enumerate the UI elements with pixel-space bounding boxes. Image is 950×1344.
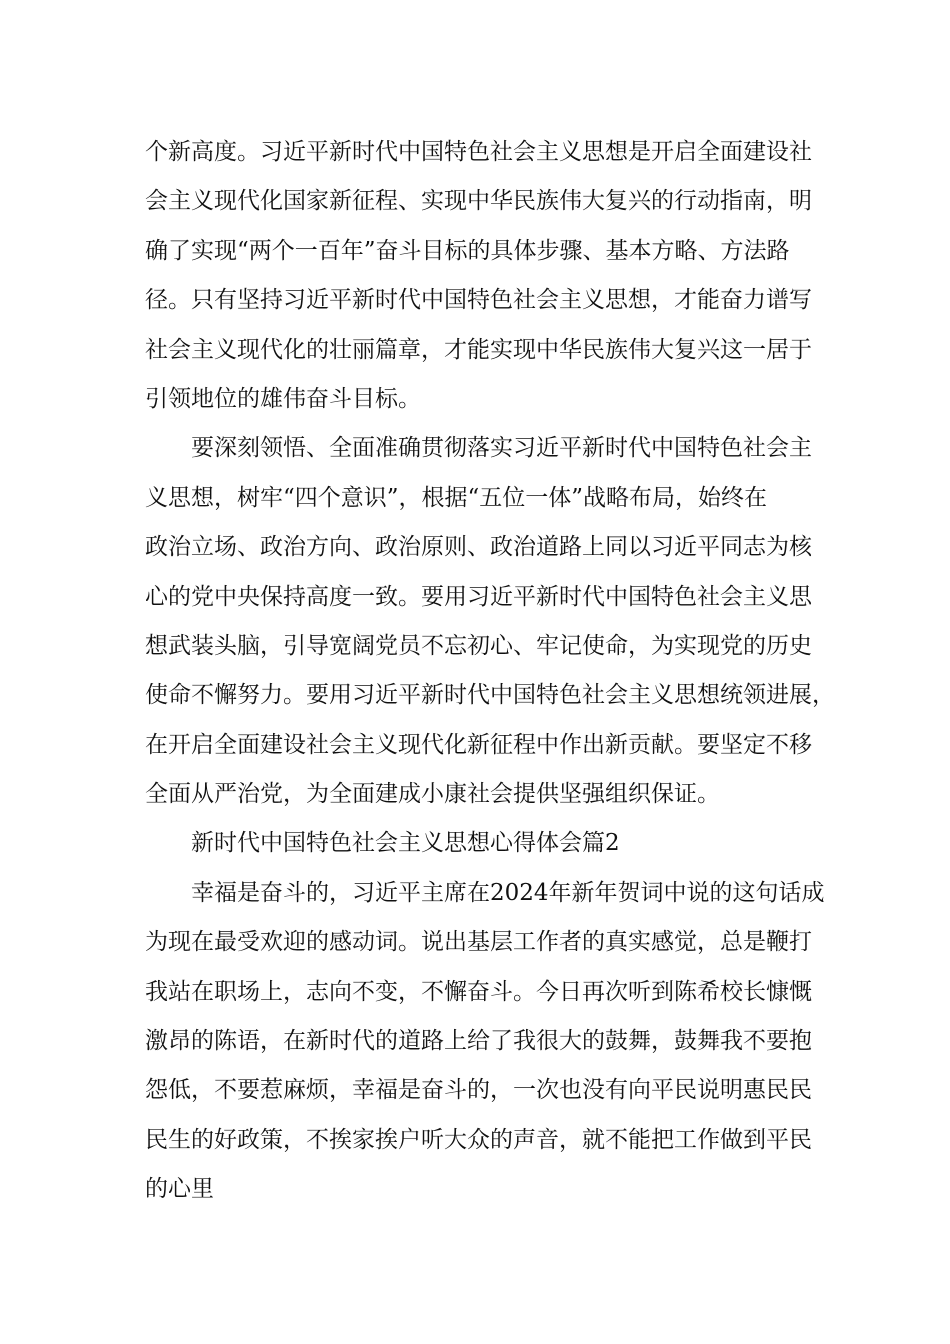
text-line: 要深刻领悟、全面准确贯彻落实习近平新时代中国特色社会主 xyxy=(191,435,812,462)
document-body xyxy=(145,128,835,1215)
text-line: 民生的好政策，不挨家挨户听大众的声音，就不能把工作做到平民 xyxy=(145,1126,812,1153)
section-heading-text: 新时代中国特色社会主义思想心得体会篇2 xyxy=(191,830,620,857)
text-line: 为现在最受欢迎的感动词。说出基层工作者的真实感觉，总是鞭打 xyxy=(145,929,812,956)
text-line: 激昂的陈语，在新时代的道路上给了我很大的鼓舞，鼓舞我不要抱 xyxy=(145,1028,812,1055)
paragraph-3 xyxy=(145,869,835,1215)
paragraph-2 xyxy=(145,424,835,819)
text-line: 径。只有坚持习近平新时代中国特色社会主义思想，才能奋力谱写 xyxy=(145,287,812,314)
paragraph-1 xyxy=(145,128,835,424)
text-line: 使命不懈努力。要用习近平新时代中国特色社会主义思想统领进展， xyxy=(145,682,835,709)
text-line: 怨低，不要惹麻烦，幸福是奋斗的，一次也没有向平民说明惠民民 xyxy=(145,1077,812,1104)
section-heading xyxy=(145,819,835,868)
text-line: 想武装头脑，引导宽阔党员不忘初心、牢记使命，为实现党的历史 xyxy=(145,632,812,659)
text-line: 全面从严治党，为全面建成小康社会提供坚强组织保证。 xyxy=(145,781,720,808)
text-line: 政治立场、政治方向、政治原则、政治道路上同以习近平同志为核 xyxy=(145,534,812,561)
text-line: 义思想，树牢“四个意识”，根据“五位一体”战略布局，始终在 xyxy=(145,484,768,511)
text-line: 个新高度。习近平新时代中国特色社会主义思想是开启全面建设社 xyxy=(145,139,812,165)
text-line: 确了实现“两个一百年”奋斗目标的具体步骤、基本方略、方法路 xyxy=(145,237,790,264)
text-line: 我站在职场上，志向不变，不懈奋斗。今日再次听到陈希校长慷慨 xyxy=(145,978,812,1005)
text-line: 幸福是奋斗的，习近平主席在2024年新年贺词中说的这句话成 xyxy=(191,879,825,906)
text-line: 引领地位的雄伟奋斗目标。 xyxy=(145,385,421,412)
text-line: 的心里 xyxy=(145,1176,214,1203)
text-line: 心的党中央保持高度一致。要用习近平新时代中国特色社会主义思 xyxy=(145,583,812,610)
text-line: 在开启全面建设社会主义现代化新征程中作出新贡献。要坚定不移 xyxy=(145,731,812,758)
text-line: 会主义现代化国家新征程、实现中华民族伟大复兴的行动指南，明 xyxy=(145,188,812,215)
text-line: 社会主义现代化的壮丽篇章，才能实现中华民族伟大复兴这一居于 xyxy=(145,336,812,363)
